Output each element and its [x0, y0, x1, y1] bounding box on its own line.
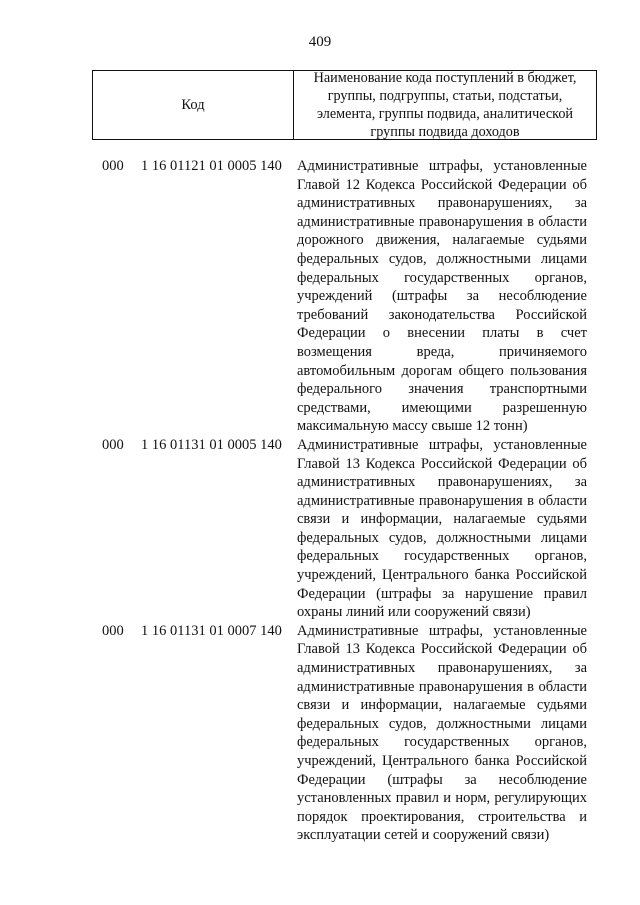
table-header [92, 70, 597, 140]
code-description: Административные штрафы, установленные Главой 13 Кодекса Российской Федерации об административных правонарушениях, за административные правонарушения в области связи и информации, налагаемые судьями федеральных судов, должностными лицами федеральных государственных органов, учреждений, Центрального банка Российской Федерации (штрафы за несоблюдение установленных правил и норм, регулирующих порядок проектирования, строительства и эксплуатации сетей и сооружений связи) [297, 622, 587, 844]
header-name-cell: Наименование кода поступлений в бюджет, группы, подгруппы, статьи, подстатьи, элемента, группы подвида, аналитической группы подвида доходов [313, 70, 577, 140]
table-row [0, 622, 640, 845]
budget-code: 1 16 01121 01 0005 140 [141, 158, 282, 174]
code-description: Административные штрафы, установленные Главой 12 Кодекса Российской Федерации об административных правонарушениях, за административные правонарушения в области дорожного движения, налагаемые судьями федеральных судов, должностными лицами федеральных государственных органов, учреждений (штрафы за несоблюдение требований законодательства Российской Федерации о внесении платы в счет возмещения вреда, причиняемого автомобильным дорогам общего пользования федерального значения транспортными средствами, имеющими разрешенную максимальную массу свыше 12 тонн) [297, 158, 587, 435]
table-row [0, 436, 640, 622]
table-row [0, 157, 640, 436]
budget-code: 1 16 01131 01 0007 140 [141, 622, 282, 639]
code-description: Административные штрафы, установленные Главой 13 Кодекса Российской Федерации об административных правонарушениях, за административные правонарушения в области связи и информации, налагаемые судьями федеральных судов, должностными лицами федеральных государственных органов, учреждений, Центрального банка Российской Федерации (штрафы за нарушение правил охраны линий или сооружений связи) [297, 436, 587, 621]
admin-code: 000 [102, 436, 124, 453]
admin-code: 000 [102, 158, 124, 174]
page-number: 409 [308, 34, 332, 50]
admin-code: 000 [102, 622, 124, 639]
header-code-cell: Код [93, 71, 294, 139]
budget-code: 1 16 01131 01 0005 140 [141, 436, 282, 453]
entries-list [0, 157, 640, 845]
